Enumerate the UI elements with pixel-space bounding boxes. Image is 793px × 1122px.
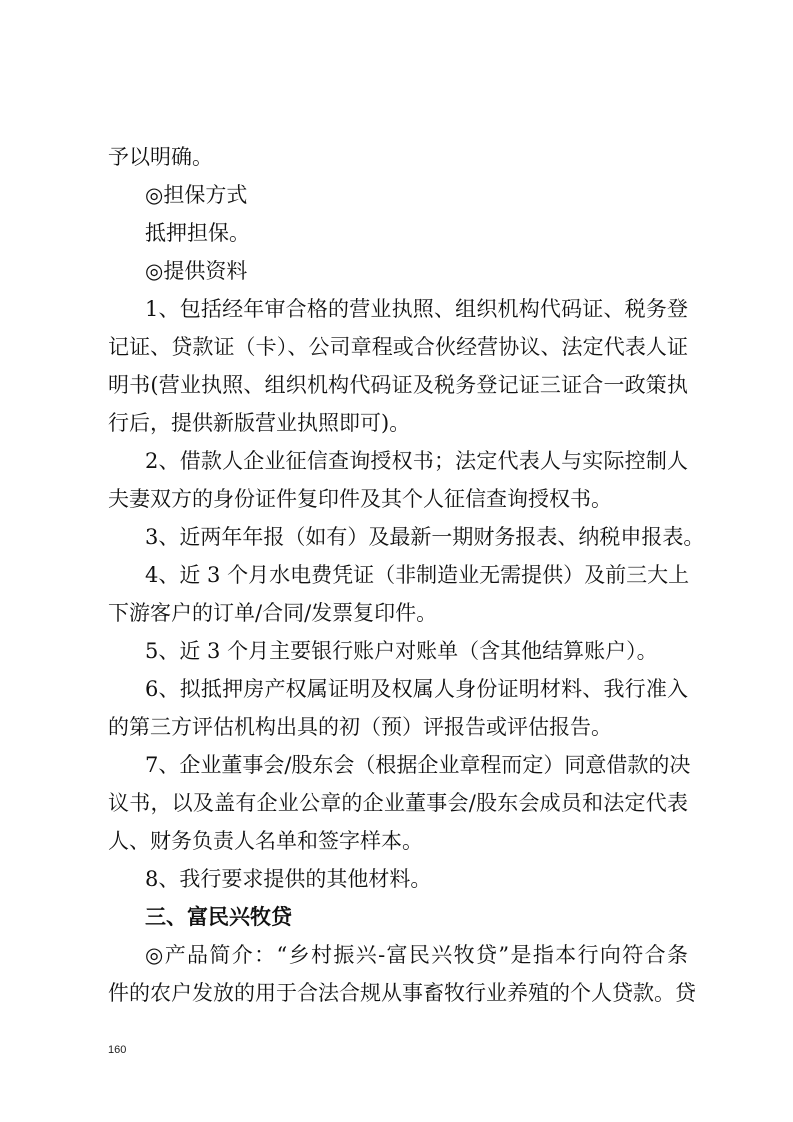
text-line: 1、包括经年审合格的营业执照、组织机构代码证、税务登 [145,297,688,321]
text-line: ◎产品简介：“乡村振兴-富民兴牧贷”是指本行向符合条 [145,943,688,967]
text-line: 8、我行要求提供的其他材料。 [145,867,432,891]
section-heading: 三、富民兴牧贷 [145,905,292,929]
text-line: 夫妻双方的身份证件复印件及其个人征信查询授权书。 [108,487,612,511]
text-line: 行后，提供新版营业执照即可)。 [108,411,411,435]
text-line: 4、近 3 个月水电费凭证（非制造业无需提供）及前三大上 [145,563,690,587]
section-marker: ◎提供资料 [145,259,248,283]
section-marker: ◎担保方式 [145,183,248,207]
text-line: 明书(营业执照、组织机构代码证及税务登记证三证合一政策执 [108,373,688,397]
text-line: 的第三方评估机构出具的初（预）评报告或评估报告。 [108,715,612,739]
text-line: 议书，以及盖有企业公章的企业董事会/股东会成员和法定代表 [108,791,688,815]
text-line: 3、近两年年报（如有）及最新一期财务报表、纳税申报表。 [145,525,705,549]
text-line: 2、借款人企业征信查询授权书；法定代表人与实际控制人 [145,449,688,473]
text-line: 6、拟抵押房产权属证明及权属人身份证明材料、我行准入 [145,677,688,701]
text-line: 下游客户的订单/合同/发票复印件。 [108,601,438,625]
text-line: 予以明确。 [108,145,213,169]
text-line: 7、企业董事会/股东会（根据企业章程而定）同意借款的决 [145,753,691,777]
page-number: 160 [108,1044,127,1056]
text-line: 件的农户发放的用于合法合规从事畜牧行业养殖的个人贷款。贷 [108,981,696,1005]
text-line: 人、财务负责人名单和签字样本。 [108,829,423,853]
text-line: 抵押担保。 [145,221,250,245]
text-line: 记证、贷款证（卡）、公司章程或合伙经营协议、法定代表人证 [108,335,688,359]
text-line: 5、近 3 个月主要银行账户对账单（含其他结算账户）。 [145,639,658,663]
